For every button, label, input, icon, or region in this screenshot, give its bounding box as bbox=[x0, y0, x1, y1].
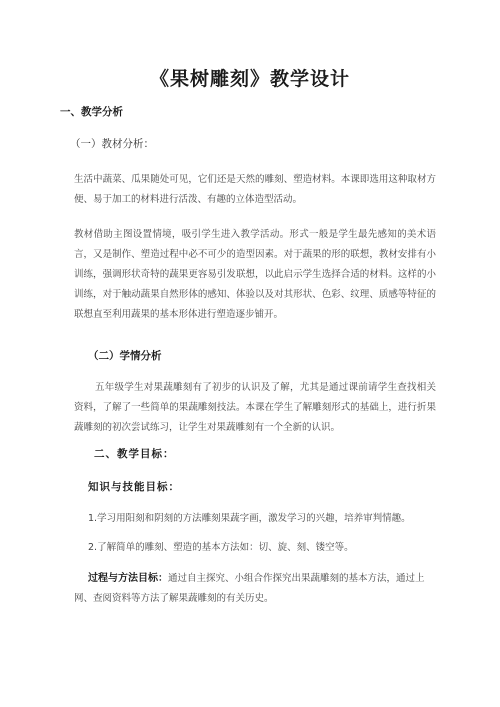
process-goal-lead: 过程与方法目标： bbox=[88, 573, 168, 584]
paragraph-materials-detail: 教材借助主图设置情境，吸引学生进入教学活动。形式一般是学生最先感知的美术语言，又是制作、塑造过程中必不可少的造型因素。对于蔬果的形的联想，教材安排有小训练，强调形状奇特的蔬果更容易引发联想，以此启示学生选择合适的材料。这样的小训练，对于触动蔬果自然形体的感知、体验以及对其形状、色彩、纹理、质感等特征的联想直至利用蔬果的基本形体进行塑造逐步铺开。 bbox=[74, 229, 436, 320]
paragraph-process-goals bbox=[74, 569, 440, 609]
goal-item-number: 2. bbox=[88, 542, 98, 553]
subsection-heading-students: （二）学情分析 bbox=[88, 350, 162, 362]
subsection-heading-materials: （一）教材分析： bbox=[70, 138, 154, 150]
paragraph-students: 五年级学生对果蔬雕刻有了初步的认识及了解，尤其是通过课前请学生查找相关资料，了解了一些简单的果蔬雕刻技法。本课在学生了解雕刻形式的基础上，进行折果蔬雕刻的初次尝试练习，让学生对果蔬雕刻有一个全新的认识。 bbox=[74, 382, 436, 433]
section-heading-analysis: 一、教学分析 bbox=[60, 106, 123, 118]
paragraph-materials-intro: 生活中蔬菜、瓜果随处可见，它们还是天然的雕刻、塑造材料。本课即选用这种取材方便、易于加工的材料进行活泼、有趣的立体造型活动。 bbox=[74, 174, 436, 205]
process-goal-text: 通过自主探究、小组合作探究出果蔬雕刻的基本方法，通过上网、查阅资料等方法了解果蔬雕刻的有关历史。 bbox=[74, 573, 425, 604]
goal-item-text: 了解简单的雕刻、塑造的基本方法如：切、旋、刻、镂空等。 bbox=[97, 542, 354, 553]
goal-item-1 bbox=[88, 510, 448, 528]
goal-item-number: 1. bbox=[88, 513, 98, 524]
goal-heading-knowledge-skills: 知识与技能目标： bbox=[88, 481, 180, 493]
goal-item-2 bbox=[88, 539, 448, 557]
document-title: 《果树雕刻》教学设计 bbox=[149, 68, 350, 90]
goal-item-text: 学习用阳刻和阴刻的方法雕刻果蔬字画，激发学习的兴趣，培养审判情趣。 bbox=[97, 513, 411, 524]
section-heading-goals: 二、教学目标： bbox=[94, 448, 175, 460]
